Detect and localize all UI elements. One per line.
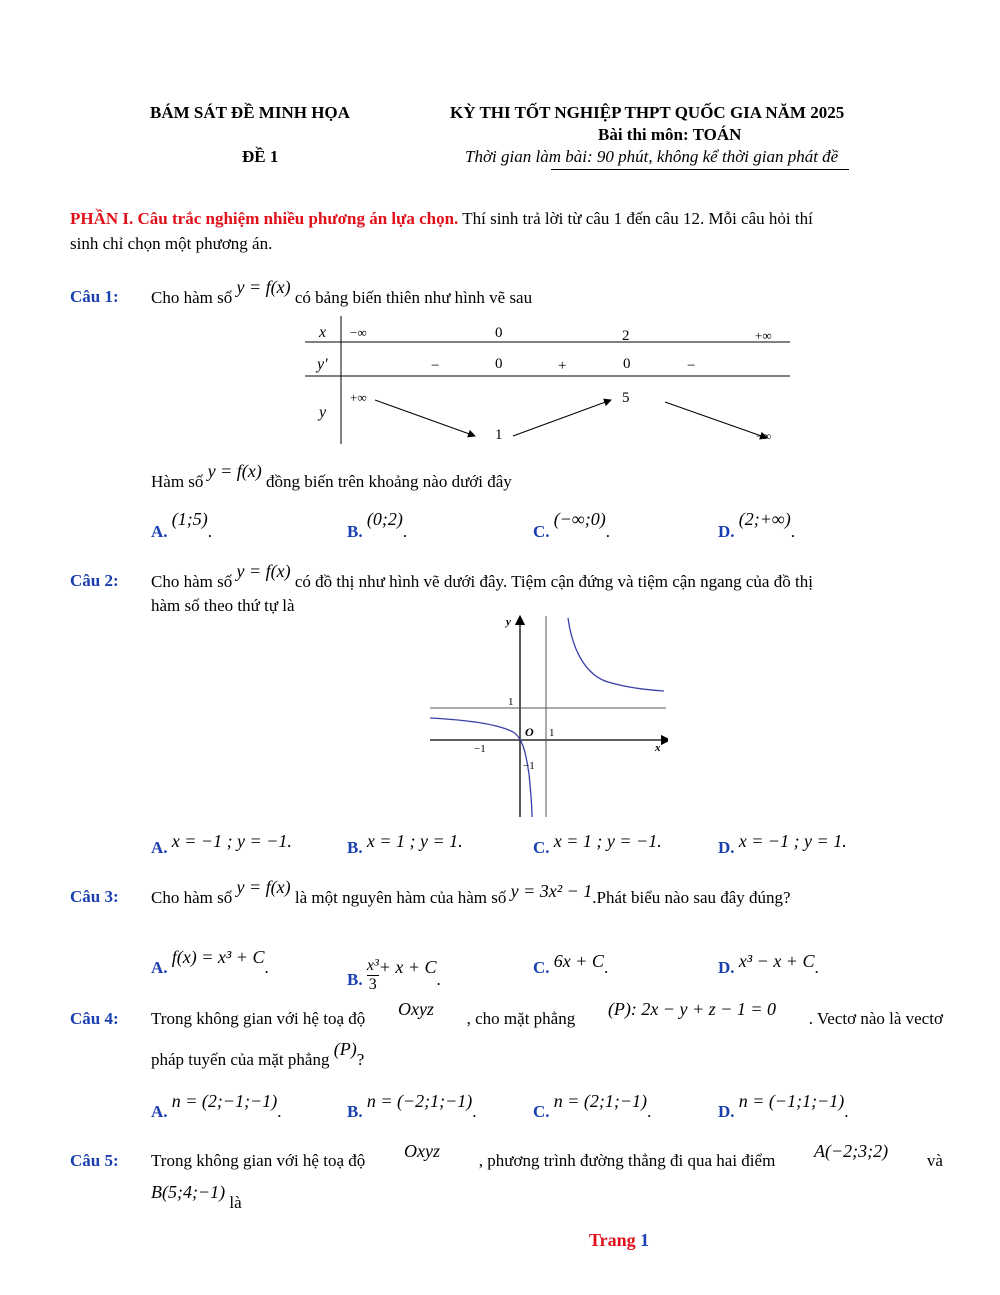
- q2-label: Câu 2:: [70, 571, 119, 590]
- q2-option-b[interactable]: [347, 831, 463, 858]
- q3-math2: y = 3x² − 1: [510, 881, 593, 901]
- option-label: C.: [533, 958, 550, 977]
- table-arrow-down: [375, 400, 475, 436]
- q5-line2: [151, 1182, 242, 1213]
- table-arrow-up: [513, 400, 611, 436]
- q5-math: Oxyz: [404, 1141, 440, 1161]
- graph-label-1-x: 1: [549, 727, 555, 739]
- q4-option-a[interactable]: A. n = (2;−1;−1).: [151, 1091, 282, 1121]
- q5-text: [151, 1141, 943, 1172]
- q3-option-c[interactable]: C. 6x + C.: [533, 951, 609, 977]
- q2-text: [151, 561, 813, 592]
- q4-text-after: . Vectơ nào là vectơ: [808, 1009, 943, 1028]
- q5-line2-after: là: [229, 1193, 242, 1212]
- q4-text-before: Trong không gian với hệ toạ độ: [151, 1009, 366, 1028]
- q1-option-d[interactable]: D. (2;+∞).: [718, 509, 795, 541]
- option-value: n = (−1;1;−1): [738, 1091, 845, 1111]
- q5-label: Câu 5:: [70, 1151, 119, 1170]
- option-value: (0;2): [366, 509, 403, 529]
- fraction-denominator: 3: [368, 976, 377, 993]
- fraction-numerator: x³: [366, 957, 379, 974]
- q2-text-after: có đồ thị như hình vẽ dưới đây. Tiệm cận đứng và tiệm cận ngang của đồ thị: [294, 572, 813, 591]
- part1-desc-1: Thí sinh trả lời từ câu 1 đến câu 12. Mỗi câu hỏi thí: [458, 209, 813, 228]
- table-y-value: 1: [495, 427, 503, 443]
- option-value: n = (−2;1;−1): [366, 1091, 473, 1111]
- function-graph: [428, 614, 668, 819]
- option-label: D.: [718, 958, 735, 977]
- q1-text-before: Cho hàm số: [151, 288, 233, 307]
- q1-line2-after: đồng biến trên khoảng nào dưới đây: [266, 472, 512, 491]
- option-value: x³ − x + C: [738, 951, 815, 971]
- table-arrow-down: [665, 402, 767, 438]
- option-label: A.: [151, 1102, 168, 1121]
- q3-text: [151, 877, 791, 908]
- q5-math2: A(−2;3;2): [814, 1141, 889, 1161]
- q3-option-b[interactable]: B. $\frac{\text{x³}}{3}$ + x + C.: [347, 957, 441, 993]
- graph-label-origin: O: [525, 725, 534, 739]
- q4-math: Oxyz: [397, 999, 434, 1019]
- option-label: D.: [718, 522, 735, 541]
- option-value: n = (2;1;−1): [553, 1091, 648, 1111]
- table-yprime-value: +: [558, 358, 567, 374]
- q2-math: y = f(x): [236, 561, 291, 581]
- q2-option-c[interactable]: [533, 831, 662, 858]
- part1-title: PHẦN I. Câu trắc nghiệm nhiều phương án lựa chọn.: [70, 209, 459, 228]
- header-right-sub: Bài thi môn: TOÁN: [598, 125, 742, 144]
- option-value: (2;+∞): [738, 509, 791, 529]
- option-value: n = (2;−1;−1): [171, 1091, 278, 1111]
- header-underline: [551, 169, 849, 170]
- graph-label-neg1-y: −1: [523, 760, 535, 772]
- header-right-title: KỲ THI TỐT NGHIỆP THPT QUỐC GIA NĂM 2025: [450, 103, 845, 122]
- q1-line2-math: y = f(x): [207, 461, 262, 481]
- graph-label-1-y: 1: [508, 696, 514, 708]
- table-yprime-value: 0: [623, 356, 631, 372]
- option-label: D.: [718, 838, 735, 857]
- q3-text-before: Cho hàm số: [151, 888, 233, 907]
- q2-line2: hàm số theo thứ tự là: [151, 596, 295, 615]
- option-value: + x + C: [378, 957, 437, 977]
- option-label: B.: [347, 970, 363, 989]
- table-yprime-value: −: [431, 358, 440, 374]
- option-value: f(x) = x³ + C: [171, 947, 265, 967]
- q4-line2: [151, 1039, 365, 1070]
- header-left-sub: ĐỀ 1: [242, 147, 279, 166]
- curve-left-branch: [430, 718, 532, 817]
- q4-line2-math: (P): [333, 1039, 357, 1059]
- q3-option-d[interactable]: D. x³ − x + C.: [718, 951, 819, 977]
- q3-label: Câu 3:: [70, 887, 119, 906]
- curve-right-branch: [568, 618, 664, 691]
- option-label: C.: [533, 1102, 550, 1121]
- header-right-time: Thời gian làm bài: 90 phút, không kể thời gian phát đề: [465, 147, 839, 166]
- q1-math: y = f(x): [236, 277, 291, 297]
- option-label: C.: [533, 522, 550, 541]
- option-label: B.: [347, 1102, 363, 1121]
- table-y-value: +∞: [350, 390, 367, 405]
- q5-text-before: Trong không gian với hệ toạ độ: [151, 1151, 366, 1170]
- footer-page-number: 1: [640, 1230, 650, 1250]
- header-left-title: BÁM SÁT ĐỀ MINH HỌA: [150, 103, 350, 122]
- table-x-value: 0: [495, 325, 503, 341]
- option-value: x = 1 ; y = −1.: [553, 831, 662, 851]
- option-label: D.: [718, 1102, 735, 1121]
- q5-text-mid: , phương trình đường thẳng đi qua hai điểm: [478, 1151, 776, 1170]
- table-row-label-x: x: [319, 324, 327, 341]
- option-value: (−∞;0): [553, 509, 606, 529]
- q4-option-c[interactable]: C. n = (2;1;−1).: [533, 1091, 652, 1121]
- table-x-value: +∞: [755, 328, 772, 343]
- fraction: [367, 957, 379, 994]
- q1-label: Câu 1:: [70, 287, 119, 306]
- q3-option-a[interactable]: A. f(x) = x³ + C.: [151, 947, 269, 977]
- q3-text-after: .Phát biểu nào sau đây đúng?: [592, 888, 791, 907]
- option-label: A.: [151, 958, 168, 977]
- option-label: A.: [151, 522, 168, 541]
- graph-label-x: x: [655, 742, 661, 754]
- footer-page-word: Trang: [589, 1230, 636, 1250]
- q5-line2-math: B(5;4;−1): [151, 1182, 226, 1202]
- q3-text-mid: là một nguyên hàm của hàm số: [294, 888, 507, 907]
- page-footer: [589, 1230, 649, 1251]
- table-yprime-value: −: [687, 358, 696, 374]
- part1-line1: [70, 209, 813, 229]
- q3-math: y = f(x): [236, 877, 291, 897]
- q1-option-b[interactable]: B. (0;2).: [347, 509, 408, 541]
- option-value: 6x + C: [553, 951, 604, 971]
- q4-option-d[interactable]: D. n = (−1;1;−1).: [718, 1091, 849, 1121]
- q4-math2: (P): 2x − y + z − 1 = 0: [607, 999, 776, 1019]
- q4-text-mid: , cho mặt phẳng: [466, 1009, 576, 1028]
- graph-label-neg1-x: −1: [474, 743, 486, 755]
- q1-text: [151, 277, 533, 308]
- table-x-value: −∞: [350, 325, 367, 340]
- q5-text-after: và: [926, 1151, 943, 1170]
- q4-label: Câu 4:: [70, 1009, 119, 1028]
- q4-line2-text: pháp tuyến của mặt phẳng: [151, 1050, 330, 1069]
- q2-text-before: Cho hàm số: [151, 572, 233, 591]
- table-row-label-y: y: [319, 404, 327, 421]
- part1-desc-2: sinh chỉ chọn một phương án.: [70, 234, 273, 253]
- table-x-value: 2: [622, 328, 630, 344]
- q2-option-a[interactable]: [151, 831, 292, 858]
- option-label: B.: [347, 838, 363, 857]
- table-yprime-value: 0: [495, 356, 503, 372]
- q4-line2-after: ?: [356, 1050, 365, 1069]
- q2-option-d[interactable]: [718, 831, 847, 858]
- q1-line2: [151, 461, 512, 492]
- variation-table: [305, 316, 790, 444]
- q1-option-a[interactable]: A. (1;5).: [151, 509, 213, 541]
- table-row-label-yprime: y′: [317, 356, 328, 373]
- option-label: B.: [347, 522, 363, 541]
- option-value: x = −1 ; y = 1.: [738, 831, 847, 851]
- table-y-value: −∞: [756, 429, 772, 443]
- q1-text-after: có bảng biến thiên như hình vẽ sau: [294, 288, 533, 307]
- option-value: (1;5): [171, 509, 208, 529]
- q4-text: [151, 999, 943, 1030]
- graph-label-y: y: [506, 616, 511, 628]
- option-label: A.: [151, 838, 168, 857]
- q4-option-b[interactable]: B. n = (−2;1;−1).: [347, 1091, 477, 1121]
- option-label: C.: [533, 838, 550, 857]
- option-value: x = −1 ; y = −1.: [171, 831, 292, 851]
- q1-option-c[interactable]: C. (−∞;0).: [533, 509, 610, 541]
- option-value: x = 1 ; y = 1.: [366, 831, 463, 851]
- q1-line2-before: Hàm số: [151, 472, 204, 491]
- table-y-value: 5: [622, 390, 630, 406]
